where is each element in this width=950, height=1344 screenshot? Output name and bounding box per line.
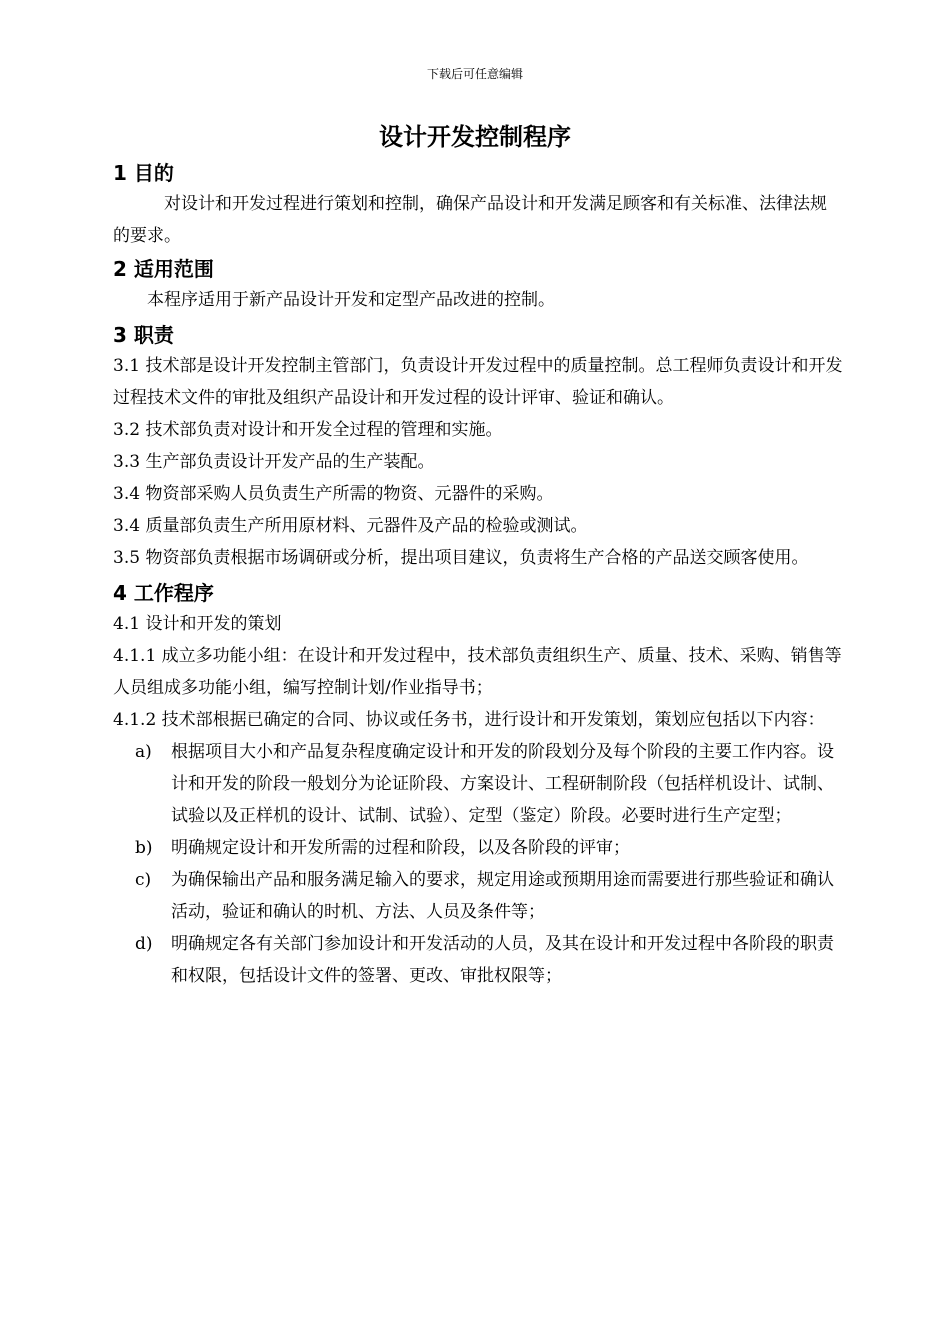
section-4-heading: 4 工作程序 bbox=[113, 581, 214, 605]
list-item bbox=[113, 832, 843, 864]
section-3-paragraph: 3.4 物资部采购人员负责生产所需的物资、元器件的采购。 bbox=[113, 484, 554, 504]
document-title: 设计开发控制程序 bbox=[379, 123, 571, 151]
section-1-heading: 1 目的 bbox=[113, 161, 174, 185]
section-1-text: 对设计和开发过程进行策划和控制，确保产品设计和开发满足顾客和有关标准、法律法规的要求。 bbox=[113, 194, 827, 246]
section-3-paragraph: 3.4 质量部负责生产所用原材料、元器件及产品的检验或测试。 bbox=[113, 516, 588, 536]
list-item-text: 为确保输出产品和服务满足输入的要求，规定用途或预期用途而需要进行那些验证和确认活动，验证和确认的时机、方法、人员及条件等； bbox=[171, 870, 834, 922]
section-2-text: 本程序适用于新产品设计开发和定型产品改进的控制。 bbox=[147, 290, 555, 310]
list-item bbox=[113, 864, 843, 928]
list-item-text: 明确规定各有关部门参加设计和开发活动的人员，及其在设计和开发过程中各阶段的职责和权限，包括设计文件的签署、更改、审批权限等； bbox=[171, 934, 834, 986]
section-3-paragraph: 3.3 生产部负责设计开发产品的生产装配。 bbox=[113, 452, 435, 472]
section-3-paragraph: 3.1 技术部是设计开发控制主管部门，负责设计开发过程中的质量控制。总工程师负责设计和开发过程技术文件的审批及组织产品设计和开发过程的设计评审、验证和确认。 bbox=[113, 356, 843, 408]
list-item-marker: a) bbox=[135, 742, 152, 762]
list-item bbox=[113, 928, 843, 992]
list-item bbox=[113, 736, 843, 832]
section-2-heading: 2 适用范围 bbox=[113, 257, 214, 281]
list-item-marker: c) bbox=[135, 870, 152, 890]
section-3-paragraph: 3.5 物资部负责根据市场调研或分析，提出项目建议，负责将生产合格的产品送交顾客使用。 bbox=[113, 548, 809, 568]
section-4-paragraph: 4.1.1 成立多功能小组：在设计和开发过程中，技术部负责组织生产、质量、技术、采购、销售等人员组成多功能小组，编写控制计划/作业指导书； bbox=[113, 646, 842, 698]
document-body bbox=[113, 158, 843, 992]
section-3-heading: 3 职责 bbox=[113, 323, 174, 347]
section-4-paragraph: 4.1 设计和开发的策划 bbox=[113, 614, 282, 634]
section-4-paragraph: 4.1.2 技术部根据已确定的合同、协议或任务书，进行设计和开发策划，策划应包括以下内容： bbox=[113, 710, 825, 730]
list-item-text: 根据项目大小和产品复杂程度确定设计和开发的阶段划分及每个阶段的主要工作内容。设计和开发的阶段一般划分为论证阶段、方案设计、工程研制阶段（包括样机设计、试制、试验以及正样机的设计、试制、试验）、定型（鉴定）阶段。必要时进行生产定型； bbox=[171, 742, 834, 826]
section-3-paragraph: 3.2 技术部负责对设计和开发全过程的管理和实施。 bbox=[113, 420, 503, 440]
header-note: 下载后可任意编辑 bbox=[426, 67, 523, 81]
planning-content-list bbox=[113, 736, 843, 992]
list-item-text: 明确规定设计和开发所需的过程和阶段，以及各阶段的评审； bbox=[171, 838, 630, 858]
list-item-marker: b) bbox=[135, 838, 153, 858]
list-item-marker: d) bbox=[135, 934, 153, 954]
